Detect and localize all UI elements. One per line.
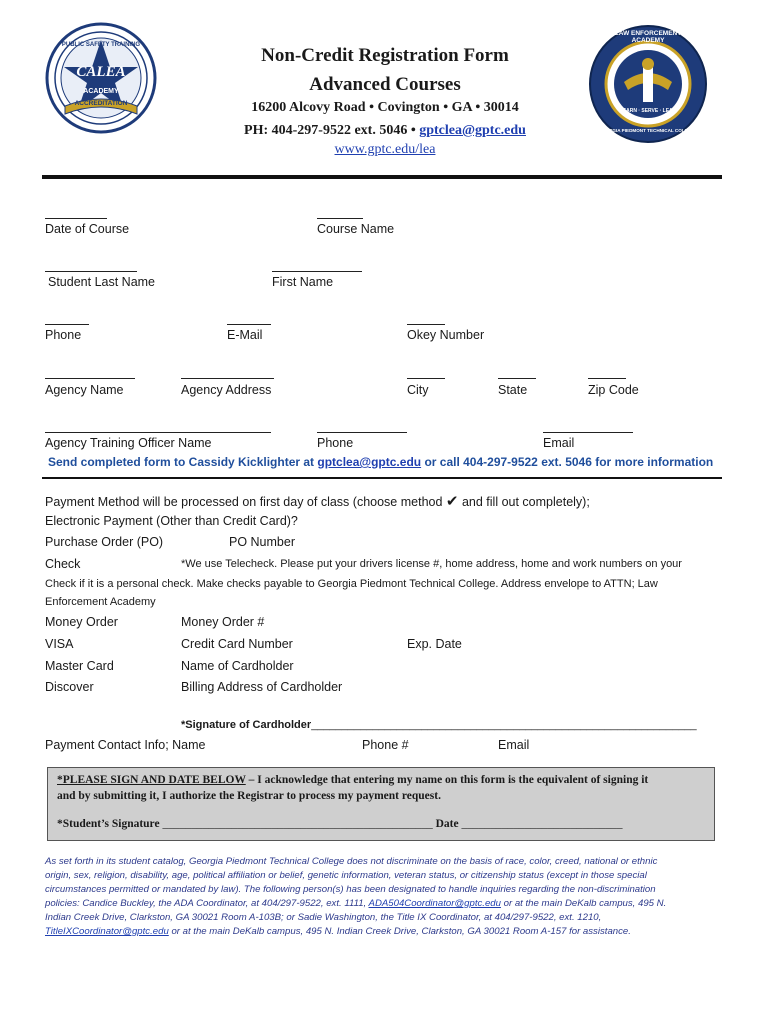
- phone-line[interactable]: [45, 324, 89, 325]
- check-note-line-2: Check if it is a personal check. Make checks payable to Georgia Piedmont Technical College. Address envelope to ATTN; Law: [45, 578, 658, 590]
- ato-phone-label: Phone: [317, 436, 354, 450]
- calea-logo-top-text: PUBLIC SAFETY TRAINING: [61, 42, 141, 48]
- cardholder-signature-line[interactable]: _______________________________________________________________: [311, 719, 697, 731]
- nd-line-3: circumstances permitted or mandated by law). The following person(s) has been designated to handle inquiries regarding the non-discrimination: [45, 884, 656, 895]
- checkmark-icon: ✔: [445, 493, 459, 510]
- billing-address-label: Billing Address of Cardholder: [181, 680, 343, 694]
- send-note-email-link[interactable]: gptclea@gptc.edu: [317, 455, 422, 469]
- city-line[interactable]: [407, 378, 445, 379]
- header-website-link[interactable]: [175, 142, 595, 158]
- cardholder-signature[interactable]: [181, 719, 697, 731]
- payment-contact-email-label: Email: [498, 738, 530, 752]
- money-order-option[interactable]: Money Order: [45, 615, 118, 629]
- header-address: 16200 Alcovy Road • Covington • GA • 30014: [251, 100, 519, 115]
- law-enforcement-academy-logo: [588, 24, 708, 144]
- credit-card-number-label: Credit Card Number: [181, 637, 293, 651]
- nd-line-4-suffix: or at the main DeKalb campus, 495 N.: [500, 898, 667, 909]
- ack-lead: *PLEASE SIGN AND DATE BELOW: [57, 774, 246, 786]
- ack-date-line[interactable]: ____________________________: [461, 818, 623, 830]
- nd-line-4-prefix: policies: Candice Buckley, the ADA Coordinator, at 404/297-9522, ext. 1111,: [45, 898, 369, 909]
- calea-logo-ribbon-text: ACCREDITATION: [74, 100, 128, 107]
- electronic-payment-option[interactable]: Electronic Payment (Other than Credit Card)?: [45, 514, 298, 528]
- calea-logo-center-text: CALEA: [76, 64, 126, 80]
- agency-address-label: Agency Address: [181, 383, 272, 397]
- state-line[interactable]: [498, 378, 536, 379]
- state-label: State: [498, 383, 528, 397]
- phone-label: Phone: [45, 328, 82, 342]
- okey-number-label: Okey Number: [407, 328, 485, 342]
- agency-training-officer-line[interactable]: [45, 432, 271, 433]
- exp-date-label: Exp. Date: [407, 637, 462, 651]
- send-note-suffix: or call 404-297-9522 ext. 5046 for more information: [421, 455, 714, 469]
- zip-code-line[interactable]: [588, 378, 626, 379]
- course-name-label: Course Name: [317, 222, 395, 236]
- title-ix-email-link[interactable]: TitleIXCoordinator@gptc.edu: [45, 926, 169, 937]
- agency-training-officer-label: Agency Training Officer Name: [45, 436, 212, 450]
- agency-name-label: Agency Name: [45, 383, 124, 397]
- header-phone: PH: 404-297-9522 ext. 5046 •: [244, 123, 420, 138]
- check-option[interactable]: Check: [45, 557, 81, 571]
- ack-line-2: and by submitting it, I authorize the Registrar to process my payment request.: [57, 790, 441, 802]
- student-last-name-label: Student Last Name: [48, 275, 156, 289]
- send-form-note: [48, 455, 713, 469]
- check-note-line-3: Enforcement Academy: [45, 596, 156, 608]
- student-signature-label: *Student’s Signature: [57, 818, 160, 830]
- first-name-label: First Name: [272, 275, 334, 289]
- check-note-line-1: *We use Telecheck. Please put your drivers license #, home address, home and work numbers on your: [181, 558, 682, 570]
- lea-logo-bottom-text: GEORGIA PIEDMONT TECHNICAL COLLEGE: [598, 128, 698, 133]
- first-name-line[interactable]: [272, 271, 362, 272]
- send-note-prefix: Send completed form to Cassidy Kicklighter at: [48, 455, 318, 469]
- nd-line-6-suffix: or at the main DeKalb campus, 495 N. Indian Creek Drive, Clarkston, GA 30021 Room A-157 for assistance.: [168, 926, 631, 937]
- lea-logo-top-text: LAW ENFORCEMENT ACADEMY: [614, 30, 682, 44]
- ato-email-label: Email: [543, 436, 575, 450]
- section-divider: [42, 477, 722, 479]
- page-title: Non-Credit Registration Form: [261, 45, 509, 66]
- lea-logo-motto: LEARN · SERVE · LEAD: [619, 108, 677, 114]
- email-label: E-Mail: [227, 328, 263, 342]
- nd-line-4: [45, 897, 725, 911]
- money-order-number-label: Money Order #: [181, 615, 265, 629]
- nd-line-1: As set forth in its student catalog, Georgia Piedmont Technical College does not discriminate on the basis of race, color, creed, national or ethnic: [45, 856, 658, 867]
- nd-line-6: [45, 925, 725, 939]
- cardholder-signature-label: *Signature of Cardholder: [181, 719, 312, 731]
- zip-code-label: Zip Code: [588, 383, 639, 397]
- city-label: City: [407, 383, 429, 397]
- acknowledgement-box: [47, 767, 715, 841]
- master-card-option[interactable]: Master Card: [45, 659, 114, 673]
- visa-option[interactable]: VISA: [45, 637, 74, 651]
- discover-option[interactable]: Discover: [45, 680, 94, 694]
- website-link-text[interactable]: www.gptc.edu/lea: [334, 142, 436, 157]
- okey-number-line[interactable]: [407, 324, 445, 325]
- agency-address-line[interactable]: [181, 378, 274, 379]
- payment-contact-name-label: Payment Contact Info; Name: [45, 738, 206, 752]
- nd-line-5: Indian Creek Drive, Clarkston, GA 30021 Room A-103B; or Sadie Washington, the Title IX Coordinator, at 404/297-9522, ext. 1210,: [45, 912, 602, 923]
- ack-line-1: [57, 774, 648, 786]
- calea-logo-lower-text: ACADEMY: [83, 88, 119, 95]
- payment-intro: [45, 492, 590, 510]
- email-line[interactable]: [227, 324, 271, 325]
- payment-intro-text: Payment Method will be processed on first day of class (choose method: [45, 495, 443, 509]
- agency-name-line[interactable]: [45, 378, 135, 379]
- nondiscrimination-statement: [45, 855, 725, 939]
- date-of-course-line[interactable]: [45, 218, 107, 219]
- purchase-order-option[interactable]: Purchase Order (PO): [45, 535, 164, 549]
- header-contact: [175, 123, 595, 139]
- ack-date-label: Date: [435, 818, 459, 830]
- student-signature-row[interactable]: [57, 818, 622, 830]
- date-of-course-label: Date of Course: [45, 222, 130, 236]
- ato-email-line[interactable]: [543, 432, 633, 433]
- ada-coordinator-email-link[interactable]: ADA504Coordinator@gptc.edu: [368, 898, 501, 909]
- page-subtitle: Advanced Courses: [309, 74, 461, 95]
- header-divider: [42, 175, 722, 179]
- student-signature-line[interactable]: _______________________________________________: [162, 818, 433, 830]
- nd-line-2: origin, sex, religion, disability, age, political affiliation or belief, genetic information, veteran status, or citizenship status (except in those special: [45, 870, 647, 881]
- header-email-link[interactable]: gptclea@gptc.edu: [419, 123, 526, 138]
- payment-contact-phone-label: Phone #: [362, 738, 409, 752]
- ack-text-1: – I acknowledge that entering my name on this form is the equivalent of signing it: [245, 774, 649, 786]
- student-last-name-line[interactable]: [45, 271, 137, 272]
- po-number-label: PO Number: [229, 535, 295, 549]
- payment-intro-end: and fill out completely);: [461, 495, 590, 509]
- name-of-cardholder-label: Name of Cardholder: [181, 659, 294, 673]
- ato-phone-line[interactable]: [317, 432, 407, 433]
- calea-logo: [45, 22, 157, 134]
- course-name-line[interactable]: [317, 218, 363, 219]
